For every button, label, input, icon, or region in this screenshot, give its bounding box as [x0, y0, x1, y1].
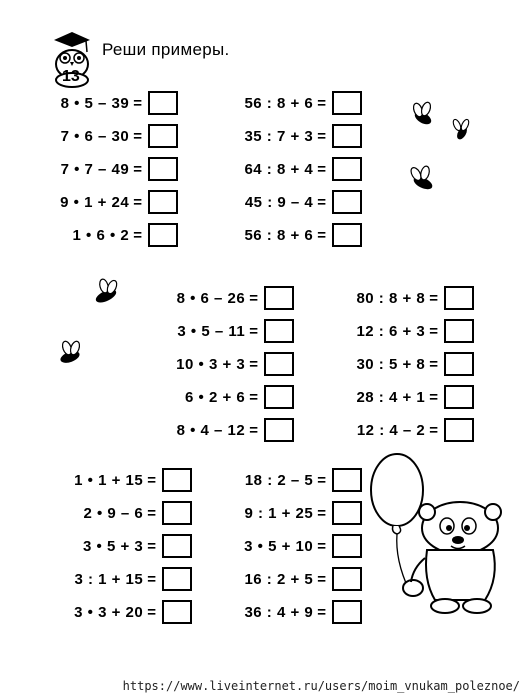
exercise-expression: 7 • 6 – 30 — [60, 127, 130, 145]
exercise-expression: 18 : 2 – 5 — [244, 471, 314, 489]
equals-sign: = — [317, 537, 326, 555]
exercise-item — [61, 123, 178, 149]
answer-box[interactable] — [444, 352, 474, 376]
answer-box[interactable] — [264, 418, 294, 442]
equals-sign: = — [147, 504, 156, 522]
equals-sign: = — [147, 603, 156, 621]
exercise-item — [74, 566, 192, 592]
exercise-item — [357, 417, 474, 443]
exercise-expression: 36 : 4 + 9 — [244, 603, 314, 621]
exercise-item — [245, 189, 362, 215]
exercise-expression: 3 • 5 + 10 — [244, 537, 314, 555]
exercise-item — [185, 384, 294, 410]
exercise-item — [177, 285, 294, 311]
exercise-expression: 7 • 7 – 49 — [60, 160, 130, 178]
equals-sign: = — [249, 355, 258, 373]
bee-icon — [408, 102, 438, 132]
answer-box[interactable] — [264, 319, 294, 343]
lesson-number: 13 — [62, 68, 80, 85]
equals-sign: = — [317, 193, 326, 211]
exercise-item — [73, 222, 178, 248]
equals-sign: = — [317, 94, 326, 112]
answer-box[interactable] — [332, 567, 362, 591]
exercise-item — [244, 566, 362, 592]
exercise-item — [176, 351, 294, 377]
exercise-item — [61, 90, 178, 116]
exercise-item — [244, 156, 362, 182]
equals-sign: = — [317, 160, 326, 178]
exercise-expression: 45 : 9 – 4 — [244, 193, 314, 211]
answer-box[interactable] — [332, 223, 362, 247]
equals-sign: = — [429, 322, 438, 340]
answer-box[interactable] — [444, 319, 474, 343]
exercise-item — [356, 285, 474, 311]
exercise-expression: 12 : 4 – 2 — [356, 421, 426, 439]
bee-icon — [56, 340, 86, 368]
exercise-item — [356, 351, 474, 377]
answer-box[interactable] — [148, 223, 178, 247]
exercise-expression: 12 : 6 + 3 — [356, 322, 426, 340]
exercise-expression: 35 : 7 + 3 — [244, 127, 314, 145]
page-title: Реши примеры. — [102, 40, 230, 59]
answer-box[interactable] — [332, 600, 362, 624]
exercise-item — [244, 90, 362, 116]
exercise-expression: 28 : 4 + 1 — [356, 388, 426, 406]
answer-box[interactable] — [444, 286, 474, 310]
exercise-item — [177, 318, 294, 344]
exercise-expression: 8 • 6 – 26 — [176, 289, 246, 307]
equals-sign: = — [249, 388, 258, 406]
exercise-item — [83, 533, 192, 559]
answer-box[interactable] — [444, 385, 474, 409]
exercise-item — [356, 318, 474, 344]
equals-sign: = — [429, 355, 438, 373]
equals-sign: = — [317, 603, 326, 621]
answer-box[interactable] — [148, 157, 178, 181]
answer-box[interactable] — [264, 286, 294, 310]
equals-sign: = — [133, 160, 142, 178]
exercise-expression: 80 : 8 + 8 — [356, 289, 426, 307]
bee-icon — [450, 118, 474, 144]
equals-sign: = — [317, 226, 326, 244]
exercise-expression: 10 • 3 + 3 — [176, 355, 246, 373]
equals-sign: = — [429, 289, 438, 307]
exercise-expression: 3 : 1 + 15 — [74, 570, 144, 588]
answer-box[interactable] — [148, 91, 178, 115]
equals-sign: = — [317, 504, 326, 522]
exercise-expression: 9 : 1 + 25 — [244, 504, 314, 522]
exercise-expression: 3 • 5 – 11 — [177, 322, 246, 340]
exercise-expression: 3 • 5 + 3 — [83, 537, 144, 555]
exercise-expression: 8 • 4 – 12 — [176, 421, 246, 439]
exercise-item — [74, 599, 192, 625]
exercise-expression: 9 • 1 + 24 — [60, 193, 130, 211]
bee-icon — [90, 278, 124, 310]
answer-box[interactable] — [332, 468, 362, 492]
equals-sign: = — [249, 322, 258, 340]
exercise-expression: 2 • 9 – 6 — [83, 504, 144, 522]
answer-box[interactable] — [162, 567, 192, 591]
exercise-item — [61, 156, 178, 182]
exercise-item — [83, 500, 192, 526]
exercise-expression: 30 : 5 + 8 — [356, 355, 426, 373]
bee-icon — [405, 165, 437, 195]
equals-sign: = — [133, 94, 142, 112]
answer-box[interactable] — [332, 534, 362, 558]
source-url[interactable]: https://www.liveinternet.ru/users/moim_vnukam_poleznoe/ — [122, 679, 520, 693]
equals-sign: = — [429, 421, 438, 439]
equals-sign: = — [317, 570, 326, 588]
exercise-expression: 3 • 3 + 20 — [74, 603, 144, 621]
equals-sign: = — [249, 289, 258, 307]
answer-box[interactable] — [264, 385, 294, 409]
exercise-expression: 64 : 8 + 4 — [244, 160, 314, 178]
exercise-item — [356, 384, 474, 410]
exercise-item — [244, 533, 362, 559]
exercise-item — [177, 417, 294, 443]
exercise-expression: 16 : 2 + 5 — [244, 570, 314, 588]
answer-box[interactable] — [332, 157, 362, 181]
equals-sign: = — [249, 421, 258, 439]
exercise-expression: 1 • 1 + 15 — [74, 471, 144, 489]
answer-box[interactable] — [148, 190, 178, 214]
answer-box[interactable] — [332, 501, 362, 525]
equals-sign: = — [317, 471, 326, 489]
exercise-expression: 8 • 5 – 39 — [60, 94, 130, 112]
exercise-expression: 6 • 2 + 6 — [185, 388, 246, 406]
answer-box[interactable] — [162, 600, 192, 624]
exercise-expression: 1 • 6 • 2 — [72, 226, 130, 244]
equals-sign: = — [147, 570, 156, 588]
equals-sign: = — [429, 388, 438, 406]
answer-box[interactable] — [444, 418, 474, 442]
answer-box[interactable] — [332, 190, 362, 214]
owl-badge-icon — [50, 30, 94, 88]
equals-sign: = — [133, 193, 142, 211]
equals-sign: = — [147, 471, 156, 489]
exercise-expression: 56 : 8 + 6 — [244, 94, 314, 112]
answer-box[interactable] — [148, 124, 178, 148]
bear-with-balloon-icon — [365, 450, 515, 620]
equals-sign: = — [133, 226, 142, 244]
exercise-item — [244, 222, 362, 248]
answer-box[interactable] — [332, 124, 362, 148]
answer-box[interactable] — [332, 91, 362, 115]
answer-box[interactable] — [162, 534, 192, 558]
exercise-item — [244, 123, 362, 149]
exercise-item — [245, 467, 362, 493]
equals-sign: = — [133, 127, 142, 145]
exercise-item — [60, 189, 178, 215]
equals-sign: = — [317, 127, 326, 145]
exercise-item — [244, 500, 362, 526]
exercise-item — [244, 599, 362, 625]
answer-box[interactable] — [162, 501, 192, 525]
exercise-item — [74, 467, 192, 493]
exercise-expression: 56 : 8 + 6 — [244, 226, 314, 244]
answer-box[interactable] — [162, 468, 192, 492]
answer-box[interactable] — [264, 352, 294, 376]
equals-sign: = — [147, 537, 156, 555]
